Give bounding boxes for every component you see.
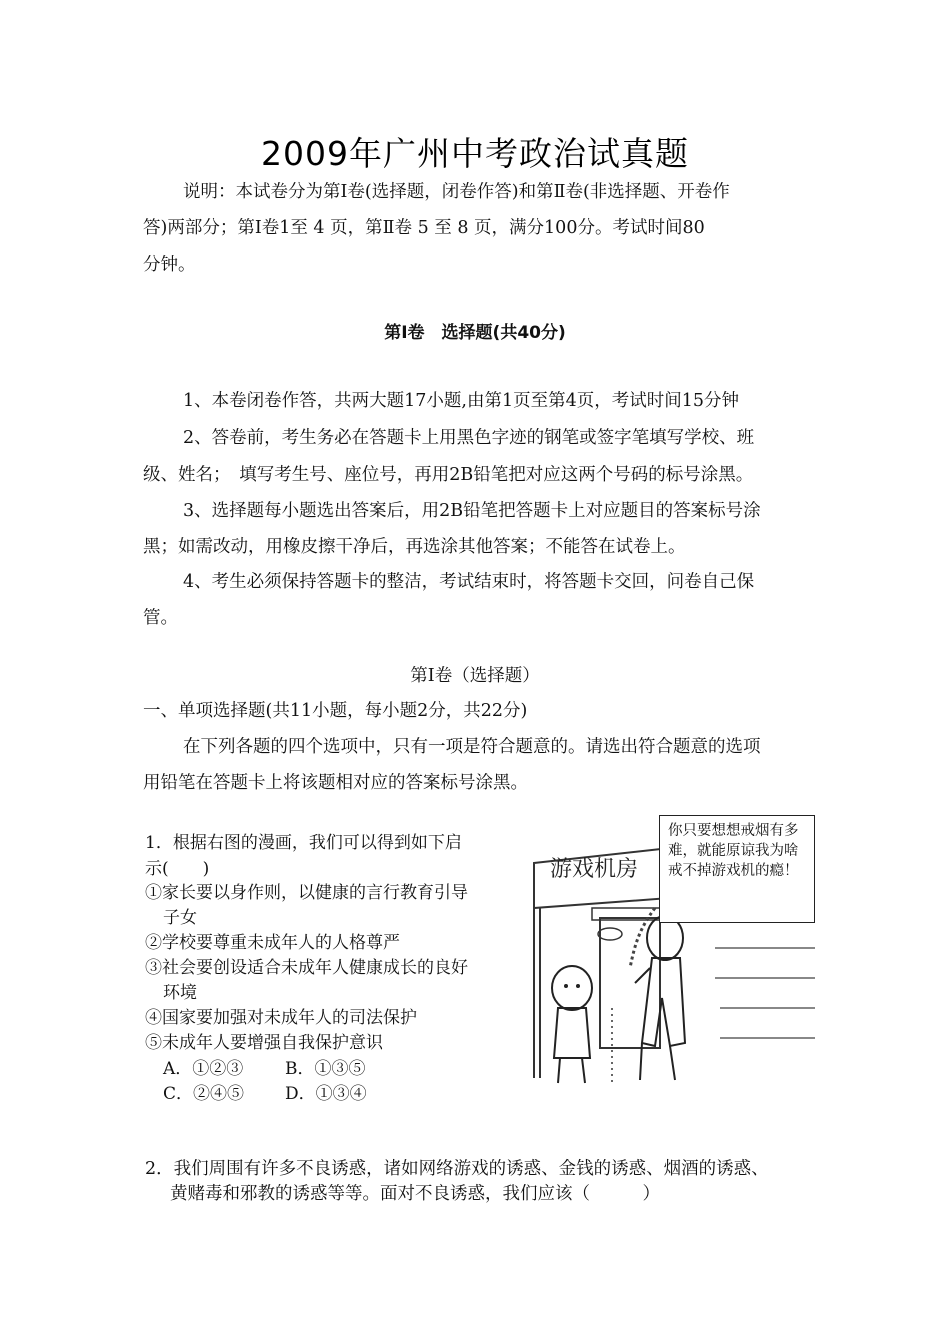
option-c: C．②④⑤ xyxy=(163,1084,245,1104)
statement: ④国家要加强对未成年人的司法保护 xyxy=(145,1008,417,1028)
statement: ②学校要尊重未成年人的人格尊严 xyxy=(145,933,400,953)
statement: ①家长要以身作则，以健康的言行教育引导 xyxy=(145,883,468,903)
statement: ⑤未成年人要增强自我保护意识 xyxy=(145,1033,383,1053)
note-line: 2、答卷前，考生务必在答题卡上用黑色字迹的钢笔或签字笔填写学校、班 xyxy=(183,428,755,448)
wall-text-lines xyxy=(715,948,815,1038)
note-line: 级、姓名； 填写考生号、座位号，再用2B铅笔把对应这两个号码的标号涂黑。 xyxy=(143,465,754,485)
section-heading: 一、单项选择题(共11小题，每小题2分，共22分) xyxy=(143,701,528,721)
question-stem: 示( ) xyxy=(145,859,210,879)
option-b: B．①③⑤ xyxy=(285,1059,366,1079)
page-title: 2009年广州中考政治试真题 xyxy=(261,134,689,173)
statement: 子女 xyxy=(163,908,197,928)
note-line: 4、考生必须保持答题卡的整洁，考试结束时，将答题卡交回，问卷自己保 xyxy=(183,572,755,592)
option-d: D．①③④ xyxy=(285,1084,367,1104)
note-line: 黑；如需改动，用橡皮擦干净后，再选涂其他答案；不能答在试卷上。 xyxy=(143,537,686,557)
instruction-line: 在下列各题的四个选项中，只有一项是符合题意的。请选出符合题意的选项 xyxy=(183,737,761,757)
question-stem: 2．我们周围有许多不良诱惑，诸如网络游戏的诱惑、金钱的诱惑、烟酒的诱惑、 xyxy=(145,1159,769,1179)
man-arm xyxy=(635,968,650,983)
question-stem: 黄赌毒和邪教的诱惑等等。面对不良诱惑，我们应该（ ） xyxy=(170,1184,660,1204)
shop-sign: 游戏机房 xyxy=(550,857,639,882)
instruction-line: 用铅笔在答题卡上将该题相对应的答案标号涂黑。 xyxy=(143,773,528,793)
question-stem: 1．根据右图的漫画，我们可以得到如下启 xyxy=(145,833,462,853)
child-body xyxy=(554,1008,590,1058)
wall-line xyxy=(534,908,540,1078)
statement: 环境 xyxy=(163,983,197,1003)
man-body xyxy=(642,958,685,1046)
intro-line: 说明：本试卷分为第Ⅰ卷(选择题，闭卷作答)和第Ⅱ卷(非选择题、开卷作 xyxy=(183,182,730,202)
part-title: 第Ⅰ卷（选择题） xyxy=(410,666,540,686)
note-line: 管。 xyxy=(143,608,178,628)
door-handle xyxy=(598,928,622,940)
intro-line: 答)两部分；第Ⅰ卷1至 4 页，第Ⅱ卷 5 至 8 页，满分100分。考试时间80 xyxy=(143,218,705,238)
statement: ③社会要创设适合未成年人健康成长的良好 xyxy=(145,958,468,978)
door-frame xyxy=(600,918,660,1048)
child-head xyxy=(552,966,592,1010)
intro-line: 分钟。 xyxy=(143,255,196,275)
option-a: A．①②③ xyxy=(163,1059,244,1079)
note-line: 1、本卷闭卷作答，共两大题17小题,由第1页至第4页，考试时间15分钟 xyxy=(183,391,739,411)
note-line: 3、选择题每小题选出答案后，用2B铅笔把答题卡上对应题目的答案标号涂 xyxy=(183,501,761,521)
child-legs xyxy=(558,1058,585,1083)
speech-bubble: 你只要想想戒烟有多难，就能原谅我为啥戒不掉游戏机的瘾！ xyxy=(659,815,815,923)
section-title: 第Ⅰ卷 选择题(共40分) xyxy=(384,323,566,343)
